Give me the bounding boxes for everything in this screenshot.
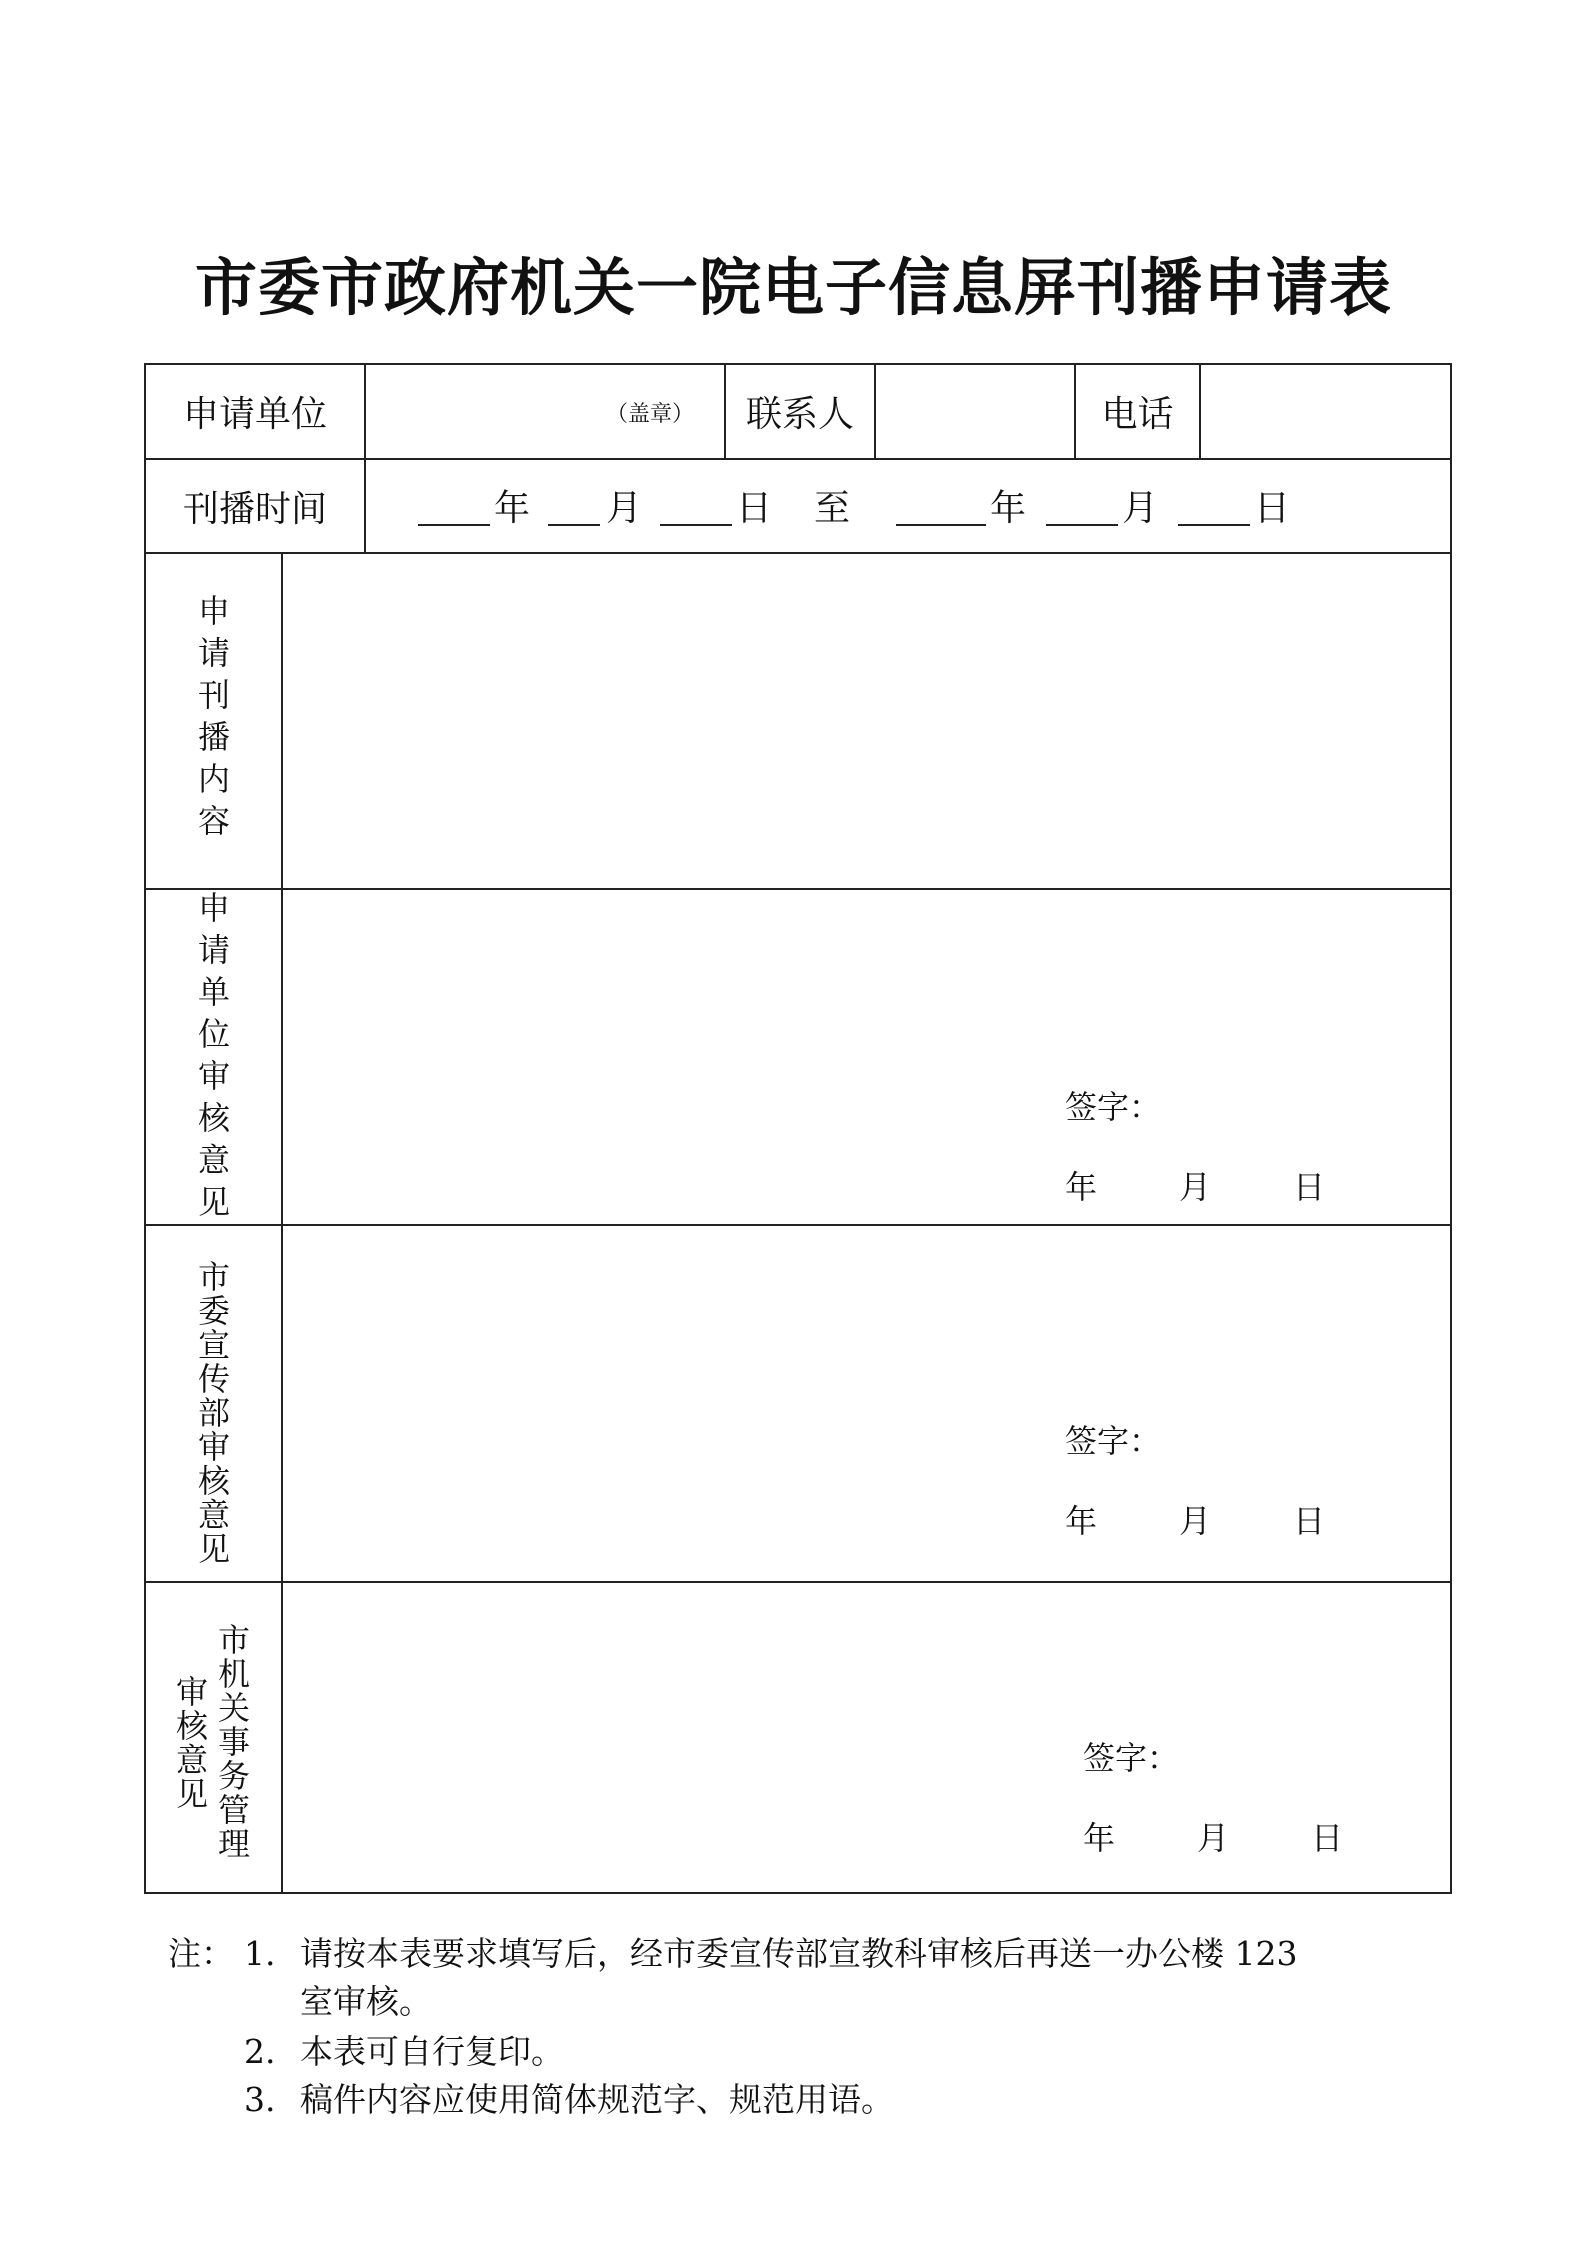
- contact-label: 联系人: [745, 394, 854, 435]
- notes-prefix: 注：: [168, 1934, 234, 1973]
- unit-review-day: 日: [1293, 1168, 1326, 1206]
- affairs-review-day: 日: [1311, 1819, 1344, 1857]
- propaganda-review-section-label: 市委宣传部审核意见: [197, 1258, 230, 1568]
- content-field[interactable]: [283, 554, 1450, 888]
- note-2-text: 本表可自行复印。: [300, 2032, 564, 2071]
- affairs-label-col2: 审核意见: [175, 1673, 208, 1813]
- note-3-number: 3.: [244, 2080, 276, 2119]
- affairs-review-month: 月: [1197, 1819, 1230, 1857]
- start-year-unit: 年: [494, 488, 531, 529]
- unit-review-sign-label: 签字：: [1065, 1088, 1162, 1126]
- propaganda-review-day: 日: [1293, 1502, 1326, 1540]
- start-day-unit: 日: [736, 488, 773, 529]
- stamp-note: （盖章）: [606, 402, 695, 427]
- start-month-blank[interactable]: [548, 524, 600, 526]
- contact-field[interactable]: [876, 365, 1074, 458]
- application-form-table: [144, 363, 1452, 1894]
- affairs-label-col1: 市机关事务管理: [217, 1621, 250, 1863]
- note-1-line-2: 室审核。: [300, 1982, 432, 2021]
- to-label: 至: [814, 488, 851, 529]
- affairs-review-sign-label: 签字：: [1083, 1739, 1180, 1777]
- content-section-label: 申请刊播内容: [197, 592, 230, 840]
- propaganda-review-year: 年: [1065, 1502, 1098, 1540]
- propaganda-review-sign-label: 签字：: [1065, 1422, 1162, 1460]
- form-title: 市委市政府机关一院电子信息屏刊播申请表: [194, 251, 1392, 324]
- end-day-unit: 日: [1254, 488, 1291, 529]
- end-year-unit: 年: [990, 488, 1027, 529]
- end-day-blank[interactable]: [1178, 524, 1250, 526]
- broadcast-time-label: 刊播时间: [182, 488, 327, 530]
- note-2-number: 2.: [244, 2032, 276, 2071]
- applicant-unit-label: 申请单位: [182, 394, 327, 435]
- phone-label: 电话: [1101, 394, 1174, 435]
- note-3-text: 稿件内容应使用简体规范字、规范用语。: [300, 2080, 894, 2119]
- end-year-blank[interactable]: [896, 524, 986, 526]
- unit-review-field[interactable]: [283, 890, 1450, 1224]
- affairs-review-year: 年: [1083, 1819, 1116, 1857]
- note-1-number: 1.: [244, 1934, 276, 1973]
- end-month-unit: 月: [1122, 488, 1159, 529]
- start-year-blank[interactable]: [418, 524, 490, 526]
- start-day-blank[interactable]: [660, 524, 732, 526]
- unit-review-year: 年: [1065, 1168, 1098, 1206]
- note-1-line-1: 请按本表要求填写后，经市委宣传部宣教科审核后再送一办公楼 123: [300, 1934, 1298, 1973]
- applicant-unit-field[interactable]: [366, 365, 722, 458]
- unit-review-section-label: 申请单位审核意见: [197, 889, 230, 1221]
- affairs-review-field[interactable]: [283, 1583, 1450, 1892]
- start-month-unit: 月: [606, 488, 643, 529]
- broadcast-time-field[interactable]: [366, 460, 1450, 552]
- phone-field[interactable]: [1201, 365, 1450, 458]
- end-month-blank[interactable]: [1046, 524, 1118, 526]
- propaganda-review-month: 月: [1179, 1502, 1212, 1540]
- propaganda-review-field[interactable]: [283, 1226, 1450, 1581]
- unit-review-month: 月: [1179, 1168, 1212, 1206]
